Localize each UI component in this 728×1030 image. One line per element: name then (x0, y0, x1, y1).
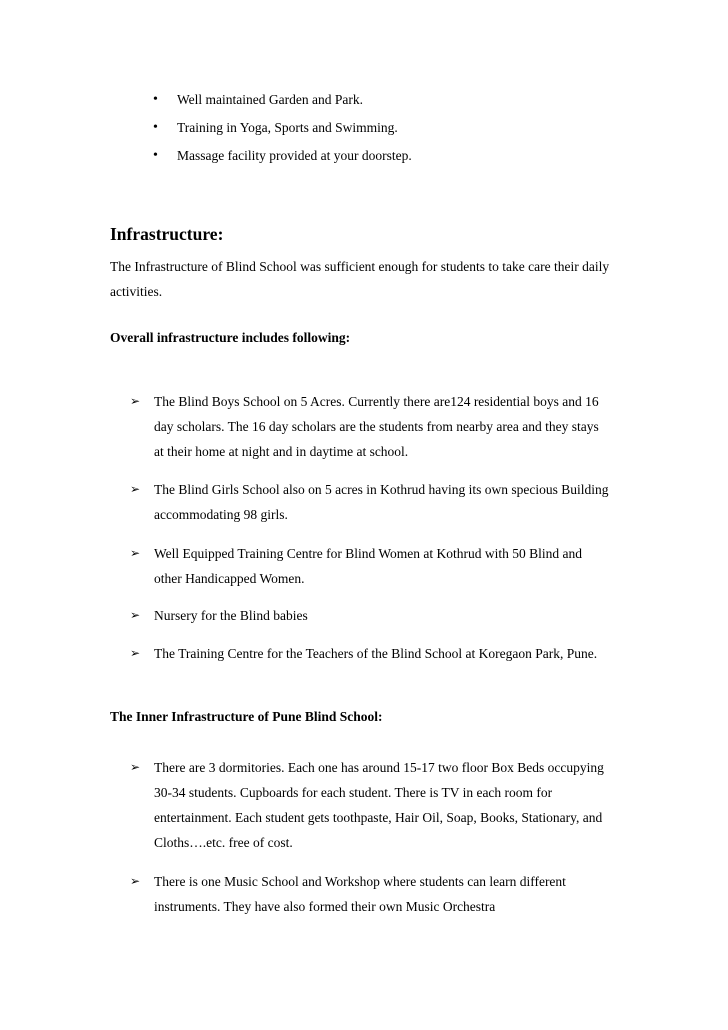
list-item (130, 641, 610, 666)
list-item-text: Well maintained Garden and Park. (177, 92, 363, 107)
arrow-bullet-icon: ➢ (130, 608, 141, 622)
arrow-bullet-icon: ➢ (130, 874, 141, 888)
arrow-bullet-icon: ➢ (130, 546, 141, 560)
bullet-icon: • (153, 92, 158, 107)
list-item-text: The Blind Girls School also on 5 acres in Kothrud having its own specious Building accommodating 98 girls. (154, 482, 609, 522)
list-item-text: Training in Yoga, Sports and Swimming. (177, 120, 398, 135)
list-item (130, 869, 610, 919)
infrastructure-heading: Infrastructure: (110, 224, 224, 244)
list-item-text: Nursery for the Blind babies (154, 608, 308, 623)
bullet-icon: • (153, 148, 158, 163)
list-item-text: Massage facility provided at your doorstep. (177, 148, 412, 163)
list-item (153, 86, 412, 114)
list-item (130, 389, 610, 464)
infrastructure-paragraph: The Infrastructure of Blind School was sufficient enough for students to take care their daily activities. (110, 259, 610, 299)
arrow-bullet-icon: ➢ (130, 394, 141, 408)
facilities-list (153, 86, 412, 170)
bullet-icon: • (153, 120, 158, 135)
arrow-bullet-icon: ➢ (130, 646, 141, 660)
overall-infrastructure-heading: Overall infrastructure includes following: (110, 330, 351, 345)
inner-infrastructure-heading: The Inner Infrastructure of Pune Blind School: (110, 709, 383, 724)
list-item-text: The Training Centre for the Teachers of the Blind School at Koregaon Park, Pune. (154, 646, 598, 661)
list-item-text: The Blind Boys School on 5 Acres. Currently there are124 residential boys and 16 day scholars. The 16 day scholars are the students from nearby area and they stays at their home at night and in daytime at school. (154, 394, 599, 459)
list-item-text: There is one Music School and Workshop where students can learn different instruments. They have also formed their own Music Orchestra (154, 874, 566, 914)
list-item (130, 603, 610, 628)
list-item-text: Well Equipped Training Centre for Blind Women at Kothrud with 50 Blind and other Handicapped Women. (154, 546, 583, 586)
list-item-text: There are 3 dormitories. Each one has around 15-17 two floor Box Beds occupying 30-34 students. Cupboards for each student. There is TV in each room for entertainment. Each student gets toothpaste, Hair Oil, Soap, Books, Stationary, and Cloths….etc. free of cost. (154, 760, 604, 850)
arrow-bullet-icon: ➢ (130, 760, 141, 774)
list-item (130, 477, 610, 527)
list-item (153, 114, 412, 142)
arrow-bullet-icon: ➢ (130, 482, 141, 496)
list-item (130, 541, 610, 591)
list-item (153, 142, 412, 170)
list-item (130, 755, 610, 855)
